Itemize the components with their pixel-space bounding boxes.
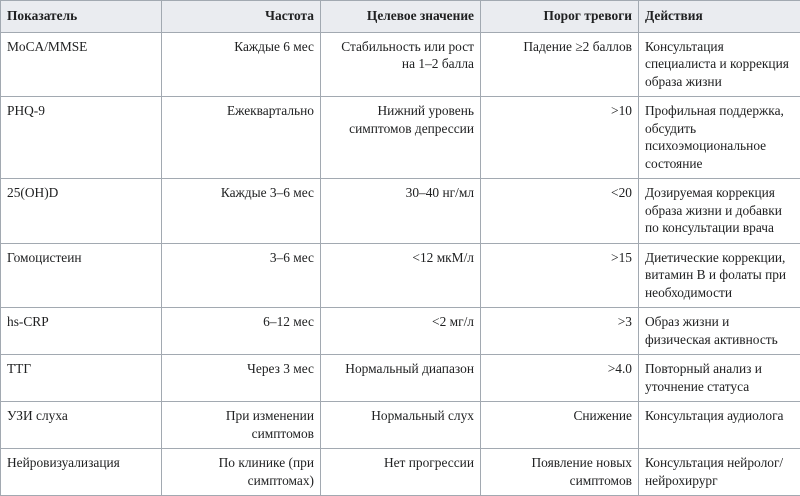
header-indicator: Показатель [1,1,162,33]
cell-frequency: Каждые 3–6 мес [162,179,321,244]
header-frequency: Частота [162,1,321,33]
cell-actions: Диетические коррекции, витамин B и фолаты при необходимости [639,243,800,308]
table-row [1,449,800,496]
cell-frequency: 3–6 мес [162,243,321,308]
cell-target: Стабильность или рост на 1–2 балла [321,32,481,97]
cell-frequency: 6–12 мес [162,308,321,355]
cell-target: <2 мг/л [321,308,481,355]
cell-threshold: >3 [481,308,639,355]
header-target: Целевое значение [321,1,481,33]
cell-indicator: Гомоцистеин [1,243,162,308]
cell-actions: Дозируемая коррекция образа жизни и добавки по консультации врача [639,179,800,244]
cell-indicator: Нейровизуализация [1,449,162,496]
table-row [1,355,800,402]
table-row [1,32,800,97]
cell-frequency: По клинике (при симптомах) [162,449,321,496]
cell-actions: Образ жизни и физическая активность [639,308,800,355]
table-row [1,243,800,308]
cell-target: Нижний уровень симптомов депрессии [321,97,481,179]
table-row [1,97,800,179]
header-row [1,1,800,33]
cell-target: Нет прогрессии [321,449,481,496]
cell-indicator: MoCA/MMSE [1,32,162,97]
cell-frequency: При изменении симптомов [162,402,321,449]
cell-actions: Консультация нейролог/нейрохирург [639,449,800,496]
cell-threshold: Появление новых симптомов [481,449,639,496]
cell-indicator: PHQ-9 [1,97,162,179]
cell-indicator: УЗИ слуха [1,402,162,449]
cell-actions: Консультация специалиста и коррекция образа жизни [639,32,800,97]
cell-indicator: ТТГ [1,355,162,402]
cell-actions: Консультация аудиолога [639,402,800,449]
header-actions: Действия [639,1,800,33]
cell-target: Нормальный слух [321,402,481,449]
cell-target: Нормальный диапазон [321,355,481,402]
table-row [1,308,800,355]
cell-threshold: Падение ≥2 баллов [481,32,639,97]
cell-target: <12 мкМ/л [321,243,481,308]
header-threshold: Порог тревоги [481,1,639,33]
cell-threshold: <20 [481,179,639,244]
table-row [1,179,800,244]
cell-threshold: >10 [481,97,639,179]
cell-indicator: hs-CRP [1,308,162,355]
cell-actions: Профильная поддержка, обсудить психоэмоциональное состояние [639,97,800,179]
cell-frequency: Каждые 6 мес [162,32,321,97]
cell-indicator: 25(OH)D [1,179,162,244]
cell-frequency: Ежеквартально [162,97,321,179]
cell-threshold: >4.0 [481,355,639,402]
table-row [1,402,800,449]
cell-frequency: Через 3 мес [162,355,321,402]
cell-threshold: >15 [481,243,639,308]
cell-target: 30–40 нг/мл [321,179,481,244]
cell-actions: Повторный анализ и уточнение статуса [639,355,800,402]
cell-threshold: Снижение [481,402,639,449]
